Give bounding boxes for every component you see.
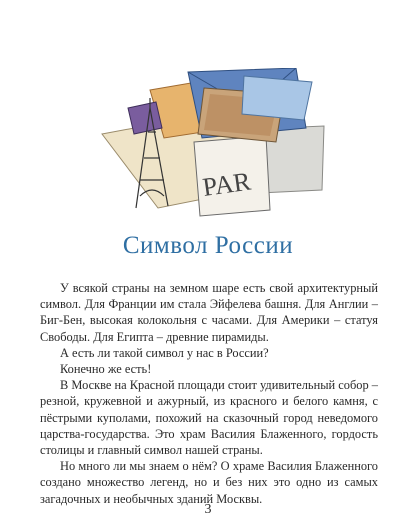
paragraph: Конечно же есть!	[60, 362, 152, 377]
page-number: 3	[204, 502, 212, 517]
paragraph: Но много ли мы знаем о нём? О храме Василия Блаженного создано множество легенд, но и без них это одно из самых загадочных и необычных зданий Москвы.	[40, 459, 378, 506]
poster-text: PAR	[200, 166, 253, 202]
paragraph: У всякой страны на земном шаре есть свой архитектурный символ. Для Франции им стала Эйфелева башня. Для Англии – Биг-Бен, высокая колокольня с часами. Для Америки – статуя Свободы. Для Египта – древние пирамиды.	[40, 281, 378, 344]
postcards-eiffel-tower-icon	[92, 68, 330, 218]
body-text	[40, 280, 378, 507]
paragraph: В Москве на Красной площади стоит удивительный собор – резной, кружевной и ажурный, из красного и белого камня, с пёстрыми куполами, похожий на сказочный город неведомого царства-государства. Это храм Василия Блаженного, гордость столицы и главный символ нашей страны.	[40, 378, 378, 458]
postcards-illustration	[92, 68, 330, 218]
paragraph: А есть ли такой символ у нас в России?	[60, 345, 269, 360]
page-title: Символ России	[122, 232, 294, 259]
